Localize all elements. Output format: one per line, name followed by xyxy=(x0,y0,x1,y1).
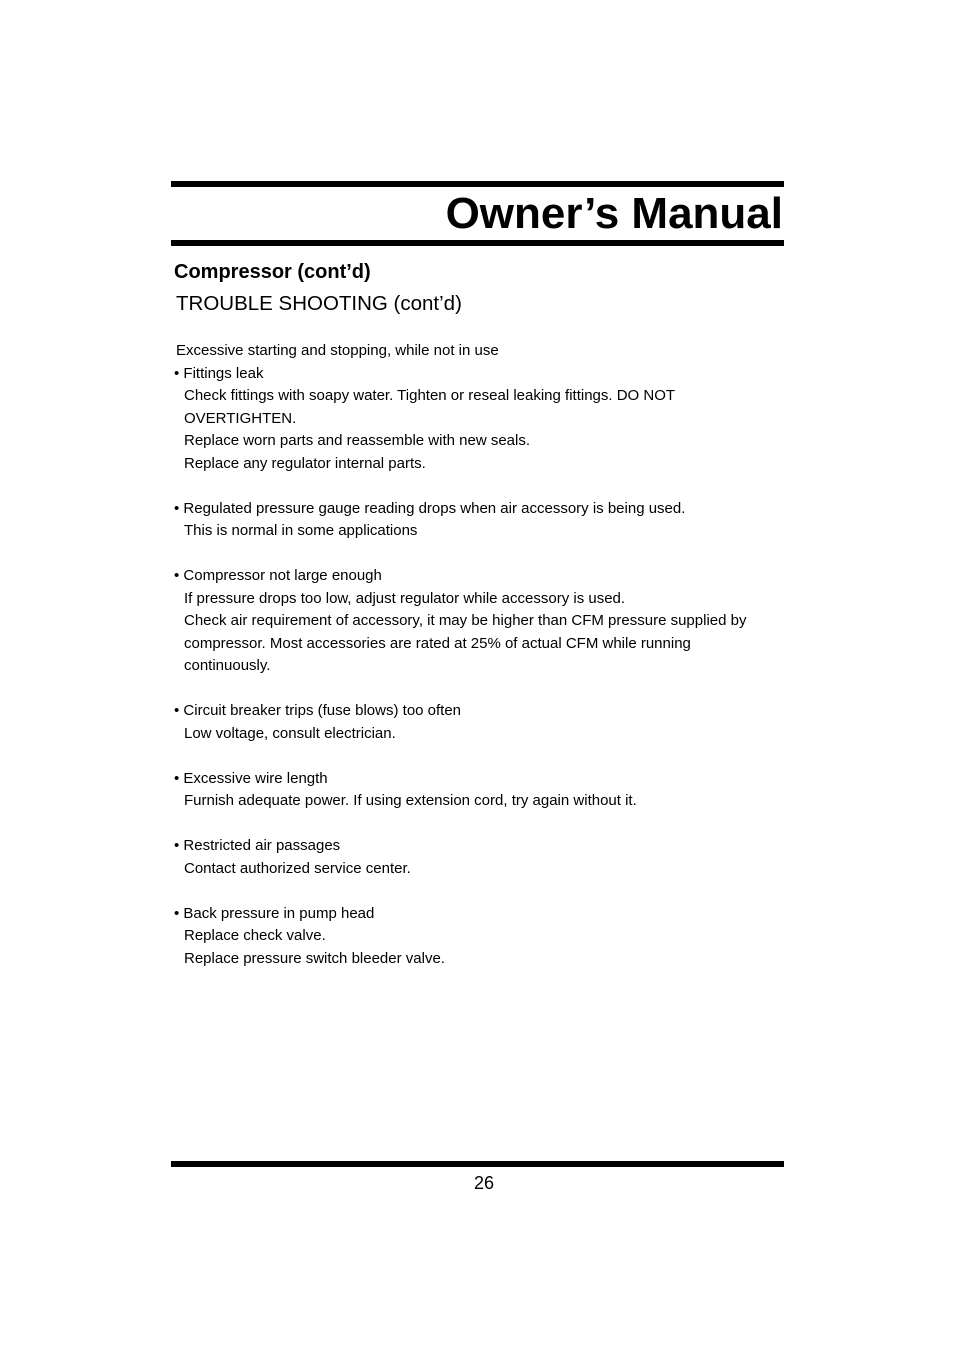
item-heading: • Restricted air passages xyxy=(174,837,341,854)
page-number: 26 xyxy=(473,1173,495,1193)
item-line: Replace check valve. xyxy=(184,927,326,944)
item-line: compressor. Most accessories are rated at 25% of actual CFM while running xyxy=(184,634,691,652)
header-top-rule xyxy=(171,181,784,187)
item-line: Low voltage, consult electrician. xyxy=(184,724,396,742)
troubleshooting-item xyxy=(174,700,794,745)
item-heading: • Regulated pressure gauge reading drops when air accessory is being used. xyxy=(174,499,686,517)
item-line: Replace pressure switch bleeder valve. xyxy=(184,949,445,967)
header-bottom-rule xyxy=(171,240,784,246)
troubleshooting-item xyxy=(174,498,794,543)
item-heading: • Circuit breaker trips (fuse blows) too often xyxy=(174,702,462,719)
item-line: OVERTIGHTEN. xyxy=(184,409,297,427)
troubleshooting-body xyxy=(174,340,794,970)
item-line: Check fittings with soapy water. Tighten or reseal leaking fittings. DO NOT xyxy=(184,387,676,404)
item-line: Replace any regulator internal parts. xyxy=(184,454,426,472)
troubleshooting-item xyxy=(174,835,794,880)
section-title: Compressor (cont’d) xyxy=(174,261,371,283)
intro-text: Excessive starting and stopping, while not in use xyxy=(176,342,499,359)
troubleshooting-item xyxy=(174,768,794,813)
item-line: If pressure drops too low, adjust regulator while accessory is used. xyxy=(184,589,626,607)
item-heading: • Fittings leak xyxy=(174,364,264,382)
troubleshooting-item xyxy=(174,565,794,678)
manual-title: Owner’s Manual xyxy=(445,189,783,238)
item-line: Furnish adequate power. If using extension cord, try again without it. xyxy=(184,792,637,809)
footer-rule xyxy=(171,1161,784,1167)
troubleshooting-item xyxy=(174,363,794,476)
item-line: Check air requirement of accessory, it may be higher than CFM pressure supplied by xyxy=(184,612,747,629)
item-heading: • Back pressure in pump head xyxy=(174,904,375,922)
item-line: Contact authorized service center. xyxy=(184,859,411,877)
item-heading: • Excessive wire length xyxy=(174,769,328,787)
item-line: Replace worn parts and reassemble with new seals. xyxy=(184,432,531,449)
troubleshooting-item xyxy=(174,903,794,971)
item-line: continuously. xyxy=(184,657,271,674)
section-subtitle: TROUBLE SHOOTING (cont’d) xyxy=(176,292,462,315)
item-heading: • Compressor not large enough xyxy=(174,567,382,584)
item-line: This is normal in some applications xyxy=(184,522,418,539)
